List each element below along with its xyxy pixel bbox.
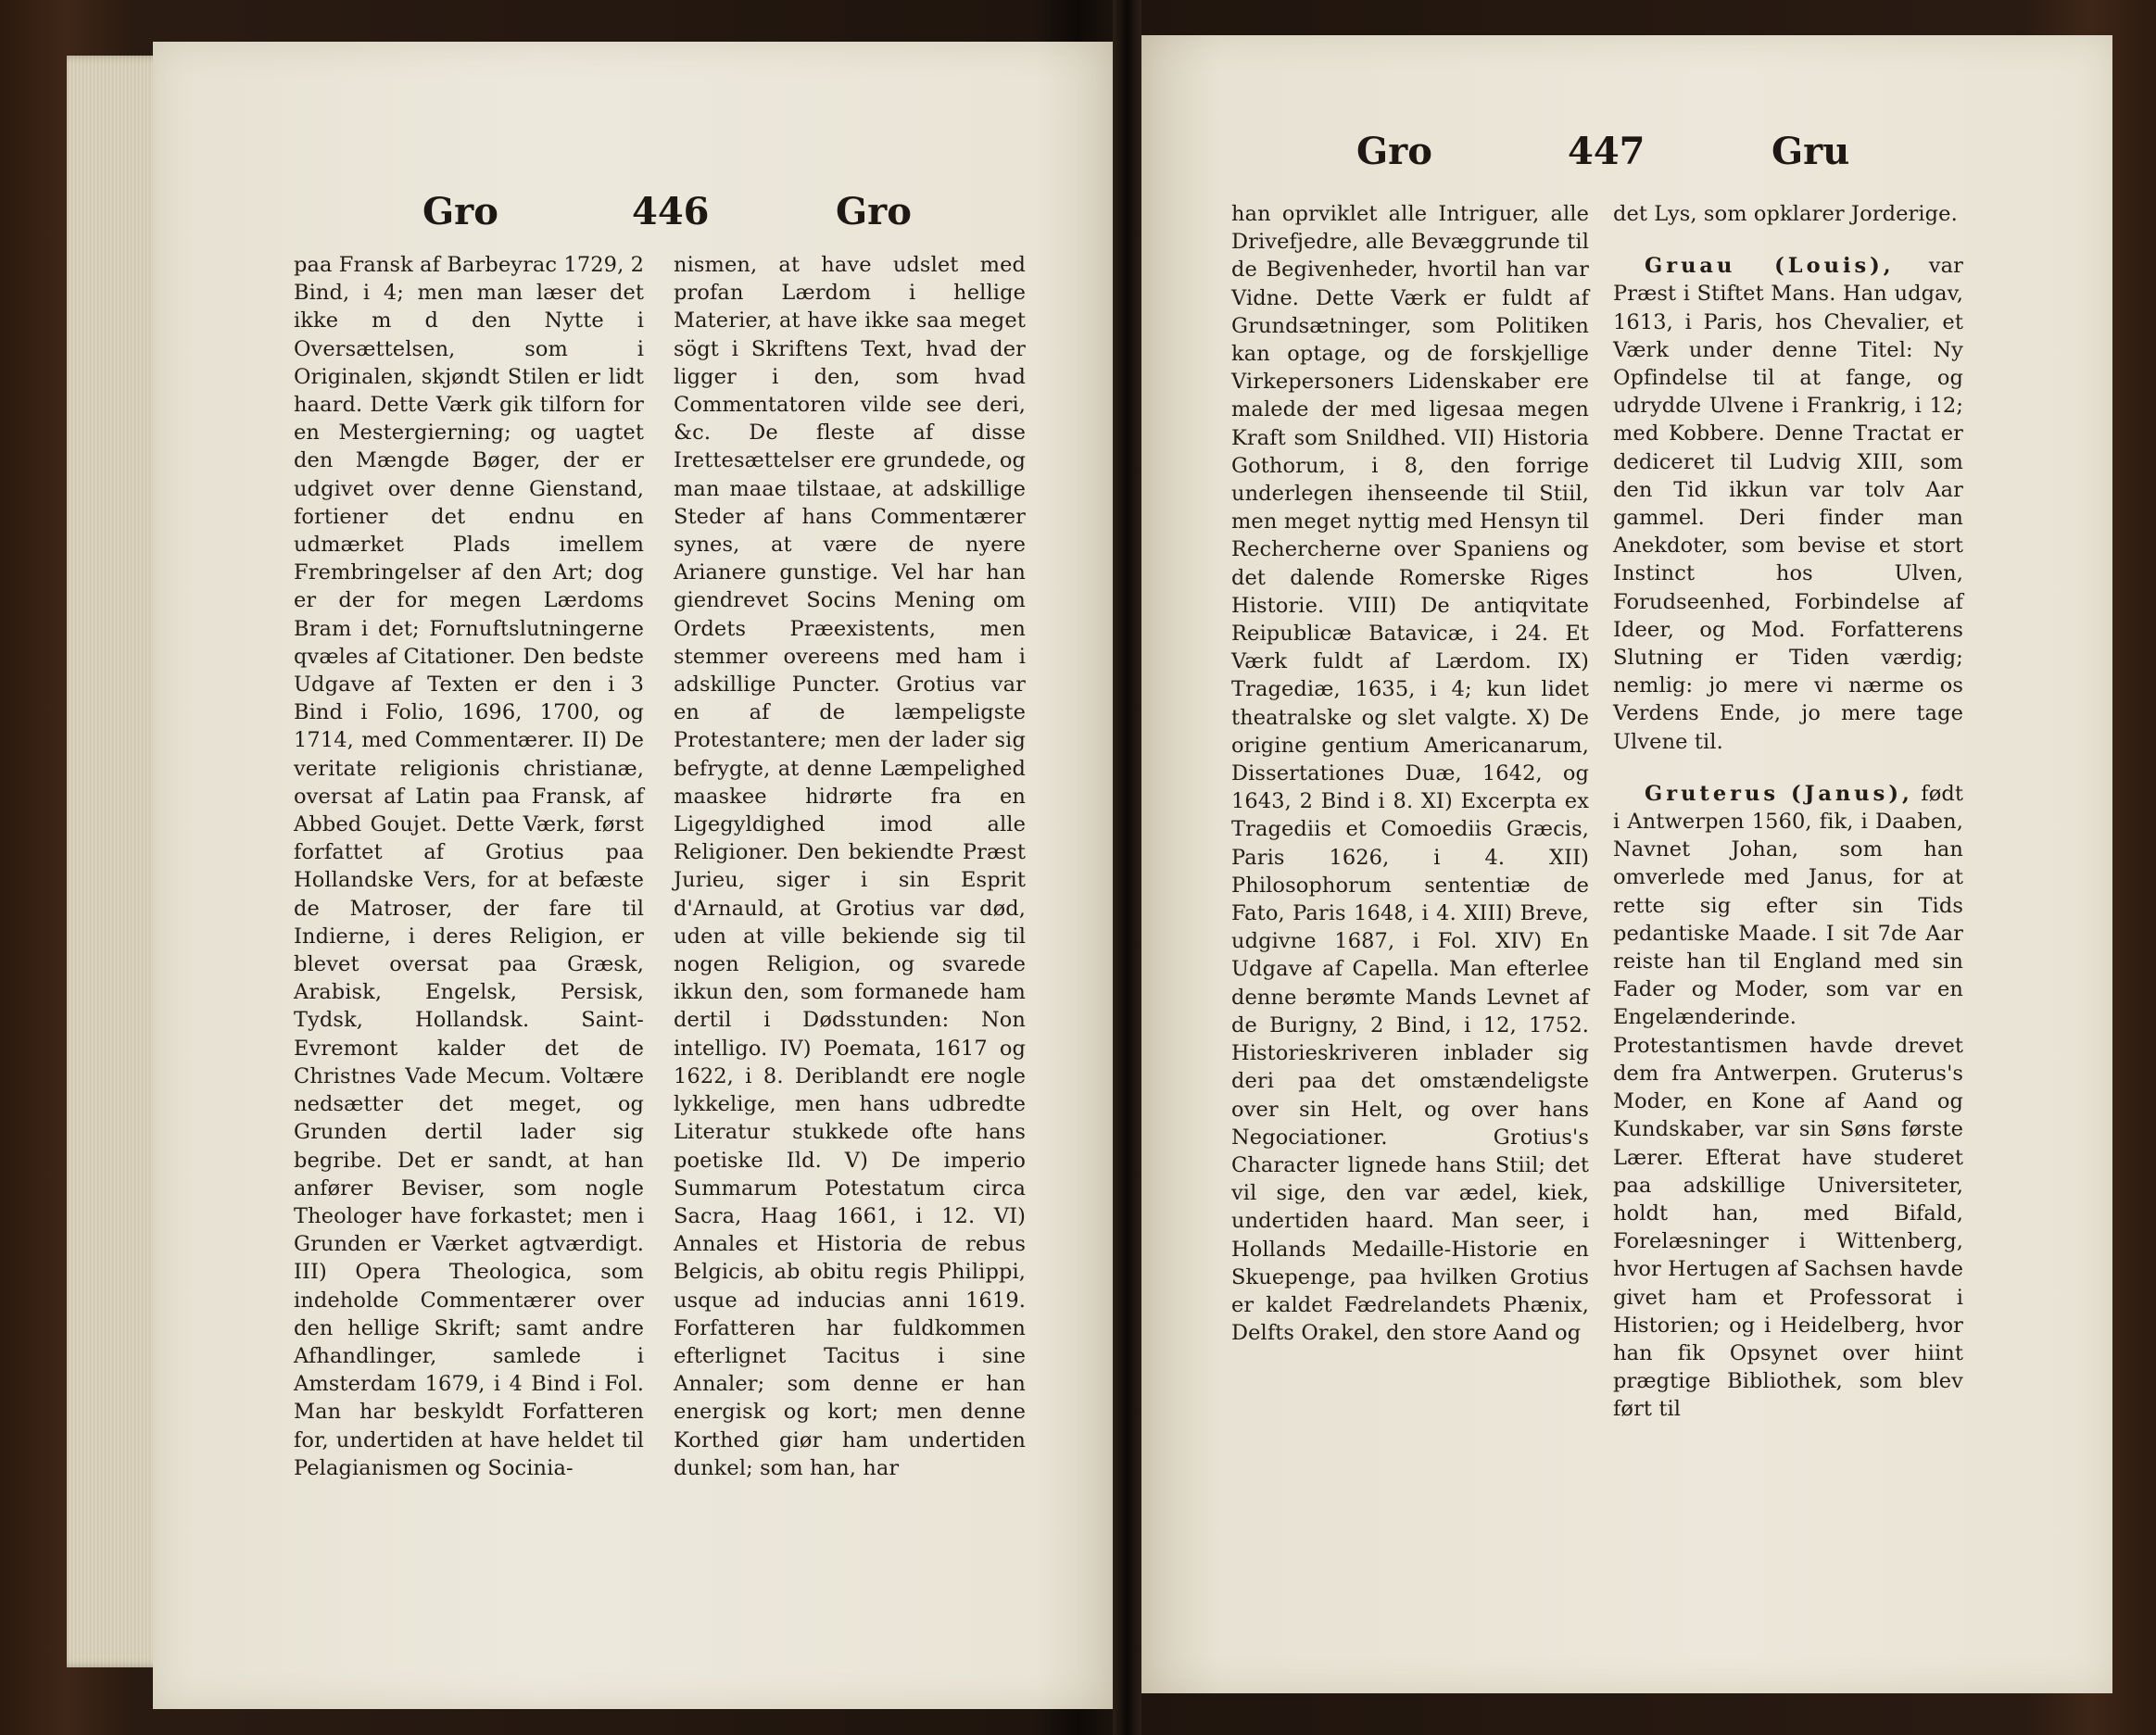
right-page-column-1 — [1231, 200, 1589, 1347]
book-gutter — [1113, 0, 1141, 1735]
left-col1-text: paa Fransk af Barbeyrac 1729, 2 Bind, i 4; men man læser det ikke m d den Nytte i Oversættelsen, som i Originalen, skjøndt Stilen er lidt haard. Dette Værk gik tilforn for en Mestergierning; og uagtet den Mængde Bøger, der er udgivet over denne Gienstand, fortiener det endnu en udmærket Plads imellem Frembringelser af den Art; dog er der for megen Lærdoms Bram i det; Fornuftslutningerne qvæles af Citationer. Den bedste Udgave af Texten er den i 3 Bind i Folio, 1696, 1700, og 1714, med Commentærer. II) De veritate religionis christianæ, oversat af Latin paa Fransk, af Abbed Goujet. Dette Værk, først forfattet af Grotius paa Hollandske Vers, for at befæste de Matroser, der fare til Indierne, i deres Religion, er blevet oversat paa Græsk, Arabisk, Engelsk, Persisk, Tydsk, Hollandsk. Saint-Evremont kalder det de Christnes Vade Mecum. Voltære nedsætter det meget, og Grunden dertil lader sig begribe. Det er sandt, at han anfører Beviser, som nogle Theologer have forkastet; men i Grunden er Værket agtværdigt. III) Opera Theologica, som indeholde Commentærer over den hellige Skrift; samt andre Afhandlinger, samlede i Amsterdam 1679, i 4 Bind i Fol. Man har beskyldt Forfatteren for, undertiden at have heldet til Pelagianismen og Socinia- — [294, 253, 644, 1480]
right-header-word-left: Gro — [1356, 130, 1432, 173]
entry-headword-gruau: Gruau (Louis), — [1645, 254, 1895, 279]
right-page-column-2 — [1613, 200, 1963, 1424]
right-header-word-right: Gru — [1771, 130, 1850, 173]
right-page — [1141, 35, 2112, 1693]
right-col2-entry-gruau — [1613, 252, 1963, 756]
right-page-header — [1141, 130, 2112, 185]
left-page-column-2 — [674, 251, 1026, 1482]
left-page-column-1 — [294, 251, 644, 1482]
page-block-edge — [67, 56, 167, 1667]
right-col1-text: han oprviklet alle Intriguer, alle Drivefjedre, alle Bevæggrunde til de Begivenheder, hvortil han var Vidne. Dette Værk er fuldt af Grundsætninger, som Politiken kan optage, og de forskjellige Virkepersoners Lidenskaber ere malede der med ligesaa megen Kraft som Snildhed. VII) Historia Gothorum, i 8, den forrige underlegen ihenseende til Stiil, men meget nyttig med Hensyn til Rechercherne over Spaniens og det dalende Romerske Riges Historie. VIII) De antiqvitate Reipublicæ Batavicæ, i 24. Et Værk fuldt af Lærdom. IX) Tragediæ, 1635, i 4; kun lidet theatralske og slet valgte. X) De origine gentium Americanarum, Dissertationes Duæ, 1642, og 1643, 2 Bind i 8. XI) Excerpta ex Tragediis et Comoediis Græcis, Paris 1626, i 4. XII) Philosophorum sententiæ de Fato, Paris 1648, i 4. XIII) Breve, udgivne 1687, i Fol. XIV) En Udgave af Capella. Man efterlee denne berømte Mands Levnet af de Burigny, 2 Bind, i 12, 1752. Historieskriveren inblader sig deri paa det omstændeligste over sin Helt, og over hans Negociationer. Grotius's Character lignede hans Stiil; det vil sige, den var ædel, kiek, undertiden haard. Man seer, i Hollands Medaille-Historie en Skuepenge, paa hvilken Grotius er kaldet Fædrelandets Phænix, Delfts Orakel, den store Aand og — [1231, 202, 1589, 1346]
left-col2-text: nismen, at have udslet med profan Lærdom i hellige Materier, at have ikke saa meget sögt i Skriftens Text, hvad der ligger i den, som hvad Commentatoren vilde see deri, &c. De fleste af disse Irettesættelser ere grundede, og man maae tilstaae, at adskillige Steder af hans Commentærer synes, at være de nyere Arianere gunstige. Vel har han giendrevet Socins Mening om Ordets Præexistents, men stemmer overeens med ham i adskillige Puncter. Grotius var en af de læmpeligste Protestantere; men der lader sig befrygte, at denne Læmpelighed maaskee hidrørte fra en Ligegyldighed imod alle Religioner. Den bekiendte Præst Jurieu, siger i sin Esprit d'Arnauld, at Grotius var død, uden at ville bekiende sig til nogen Religion, og svarede ikkun den, som formanede ham dertil i Dødsstunden: Non intelligo. IV) Poemata, 1617 og 1622, i 8. Deriblandt ere nogle lykkelige, men hans udbredte Literatur stukkede ofte hans poetiske Ild. V) De imperio Summarum Potestatum circa Sacra, Haag 1661, i 12. VI) Annales et Historia de rebus Belgicis, ab obitu regis Philippi, usque ad inducias anni 1619. Forfatteren har fuldkommen efterlignet Tacitus i sine Annaler; som denne er han energisk og kort; men denne Korthed giør ham undertiden dunkel; som han, har — [674, 253, 1026, 1480]
left-page-number: 446 — [632, 190, 710, 233]
entry-body-gruau: var Præst i Stiftet Mans. Han udgav, 1613, i Paris, hos Chevalier, et Værk under denne Titel: Ny Opfindelse til at fange, og udrydde Ulvene i Frankrig, i 12; med Kobbere. Denne Tractat er dediceret til Ludvig XIII, som den Tid ikkun var tolv Aar gammel. Deri finder man Anekdoter, som bevise et stort Instinct hos Ulven, Forudseenhed, Forbindelse af Ideer, og Mod. Forfatterens Slutning er Tiden værdig; nemlig: jo mere vi nærme os Verdens Ende, jo mere tage Ulvene til. — [1613, 254, 1963, 754]
right-page-number: 447 — [1568, 130, 1645, 173]
left-header-word-left: Gro — [422, 190, 498, 233]
right-col2-entry-gruterus — [1613, 780, 1963, 1424]
entry-body-gruterus: født i Antwerpen 1560, fik, i Daaben, Navnet Johan, som han omverlede med Janus, for at rette sig efter sin Tids pedantiske Maade. I sit 7de Aar reiste han til England med sin Fader og Moder, som var en Engelænderinde. Protestantismen havde drevet dem fra Antwerpen. Gruterus's Moder, en Kone af Aand og Kundskaber, var sin Søns første Lærer. Efterat have studeret paa adskillige Universiteter, holdt han, med Bifald, Forelæsninger i Wittenberg, hvor Hertugen af Sachsen havde givet ham et Professorat i Historien; og i Heidelberg, hvor han fik Opsynet over hiint prægtige Bibliothek, som blev ført til — [1613, 781, 1963, 1422]
right-col2-paragraph-1: det Lys, som opklarer Jorderige. — [1613, 202, 1958, 226]
left-page-header — [153, 190, 1113, 245]
left-header-word-right: Gro — [836, 190, 912, 233]
left-page — [153, 42, 1113, 1709]
entry-headword-gruterus: Gruterus (Janus), — [1645, 781, 1913, 806]
